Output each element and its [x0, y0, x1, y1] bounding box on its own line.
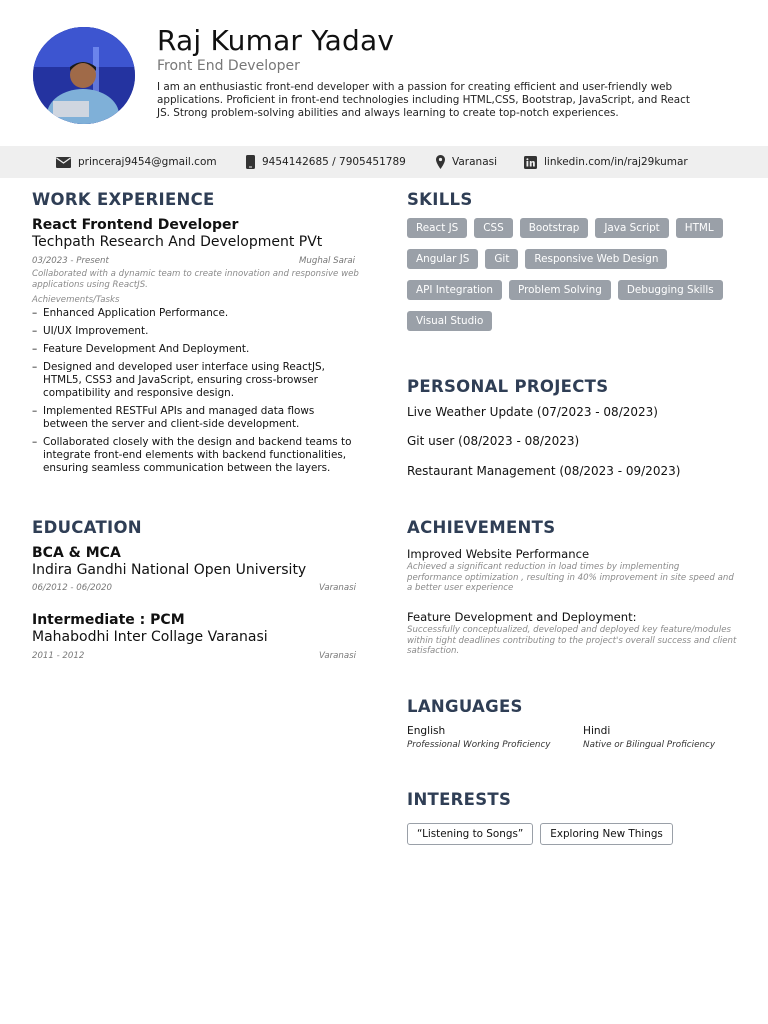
education-dates: 06/2012 - 06/2020 — [32, 583, 112, 593]
skill-tag: React JS — [407, 218, 467, 238]
job-bullet: – Enhanced Application Performance. — [32, 307, 362, 320]
achievement-title: Feature Development and Deployment: — [407, 610, 637, 624]
languages-heading: LANGUAGES — [407, 697, 523, 716]
interest-tag: Exploring New Things — [540, 823, 673, 845]
profile-summary: I am an enthusiastic front-end developer with a passion for creating efficient and user-friendly web applications. Proficient in front-end technologies including HTML,CSS, Bootstrap, JavaScript, and React JS. Strong problem-solving abilities and always learning to create top-notch experiences. — [157, 81, 690, 119]
skill-tag: Debugging Skills — [618, 280, 723, 300]
contact-phone[interactable] — [246, 146, 406, 178]
achievement-description: Successfully conceptualized, developed and deployed key feature/modules within tight deadlines contributing to the project's overall success and client satisfaction. — [407, 625, 737, 657]
skill-tag: CSS — [474, 218, 512, 238]
language-name: Hindi — [583, 725, 611, 737]
achievements-tasks-label: Achievements/Tasks — [32, 295, 120, 305]
achievement-description: Achieved a significant reduction in load times by implementing performance optimization , resulting in 40% improvement in site speed and a better user experience — [407, 562, 734, 594]
skills-list — [407, 218, 747, 331]
phone-icon — [246, 155, 255, 169]
interest-tag: “Listening to Songs” — [407, 823, 533, 845]
linkedin-text: linkedin.com/in/raj29kumar — [544, 156, 688, 168]
project-item: Live Weather Update (07/2023 - 08/2023) — [407, 405, 658, 419]
candidate-name: Raj Kumar Yadav — [157, 24, 395, 57]
achievements-heading: ACHIEVEMENTS — [407, 518, 556, 537]
job-bullet: – Collaborated closely with the design and backend teams to integrate front-end elements with backend functionalities, ensuring seamless communication between the layers. — [32, 436, 362, 475]
interests-heading: INTERESTS — [407, 790, 512, 809]
job-bullet: – Designed and developed user interface using ReactJS, HTML5, CSS3 and JavaScript, ensuring cross-browser compatibility and responsive design. — [32, 361, 362, 400]
skill-tag: HTML — [676, 218, 723, 238]
work-experience-heading: WORK EXPERIENCE — [32, 190, 215, 209]
project-item: Restaurant Management (08/2023 - 09/2023) — [407, 464, 681, 478]
achievement-title: Improved Website Performance — [407, 547, 590, 561]
education-location: Varanasi — [319, 651, 356, 661]
job-location: Mughal Sarai — [299, 256, 356, 266]
skill-tag: Responsive Web Design — [525, 249, 667, 269]
education-heading: EDUCATION — [32, 518, 142, 537]
company-name: Techpath Research And Development PVt — [32, 234, 323, 250]
profile-photo — [33, 27, 135, 124]
contact-bar — [0, 146, 768, 178]
email-icon — [56, 157, 71, 168]
job-description: Collaborated with a dynamic team to create innovation and responsive web applications using ReactJS. — [32, 269, 359, 290]
interests-list — [407, 823, 673, 845]
skill-tag: Bootstrap — [520, 218, 589, 238]
school-name: Mahabodhi Inter Collage Varanasi — [32, 629, 268, 645]
language-proficiency: Native or Bilingual Proficiency — [583, 740, 716, 750]
location-pin-icon — [436, 155, 445, 169]
language-proficiency: Professional Working Proficiency — [407, 740, 551, 750]
phone-text: 9454142685 / 7905451789 — [262, 156, 406, 168]
job-dates: 03/2023 - Present — [32, 256, 109, 266]
contact-linkedin[interactable] — [524, 146, 688, 178]
job-title: React Frontend Developer — [32, 217, 239, 233]
project-item: Git user (08/2023 - 08/2023) — [407, 434, 580, 448]
skill-tag: Problem Solving — [509, 280, 611, 300]
personal-projects-heading: PERSONAL PROJECTS — [407, 377, 609, 396]
job-bullet: – Implemented RESTFul APIs and managed data flows between the server and client-side development. — [32, 405, 362, 431]
education-location: Varanasi — [319, 583, 356, 593]
skill-tag: API Integration — [407, 280, 502, 300]
job-bullets — [32, 307, 362, 480]
language-name: English — [407, 725, 446, 737]
skill-tag: Visual Studio — [407, 311, 492, 331]
contact-location — [436, 146, 497, 178]
job-bullet: – UI/UX Improvement. — [32, 325, 362, 338]
education-dates: 2011 - 2012 — [32, 651, 85, 661]
degree: Intermediate : PCM — [32, 612, 185, 628]
skill-tag: Java Script — [595, 218, 668, 238]
degree: BCA & MCA — [32, 545, 121, 561]
job-bullet: – Feature Development And Deployment. — [32, 343, 362, 356]
candidate-role: Front End Developer — [157, 58, 300, 74]
skill-tag: Angular JS — [407, 249, 478, 269]
email-text: princeraj9454@gmail.com — [78, 156, 217, 168]
skills-heading: SKILLS — [407, 190, 473, 209]
location-text: Varanasi — [452, 156, 498, 168]
contact-email[interactable] — [56, 146, 217, 178]
school-name: Indira Gandhi National Open University — [32, 562, 307, 578]
skill-tag: Git — [485, 249, 518, 269]
linkedin-icon — [524, 156, 537, 169]
